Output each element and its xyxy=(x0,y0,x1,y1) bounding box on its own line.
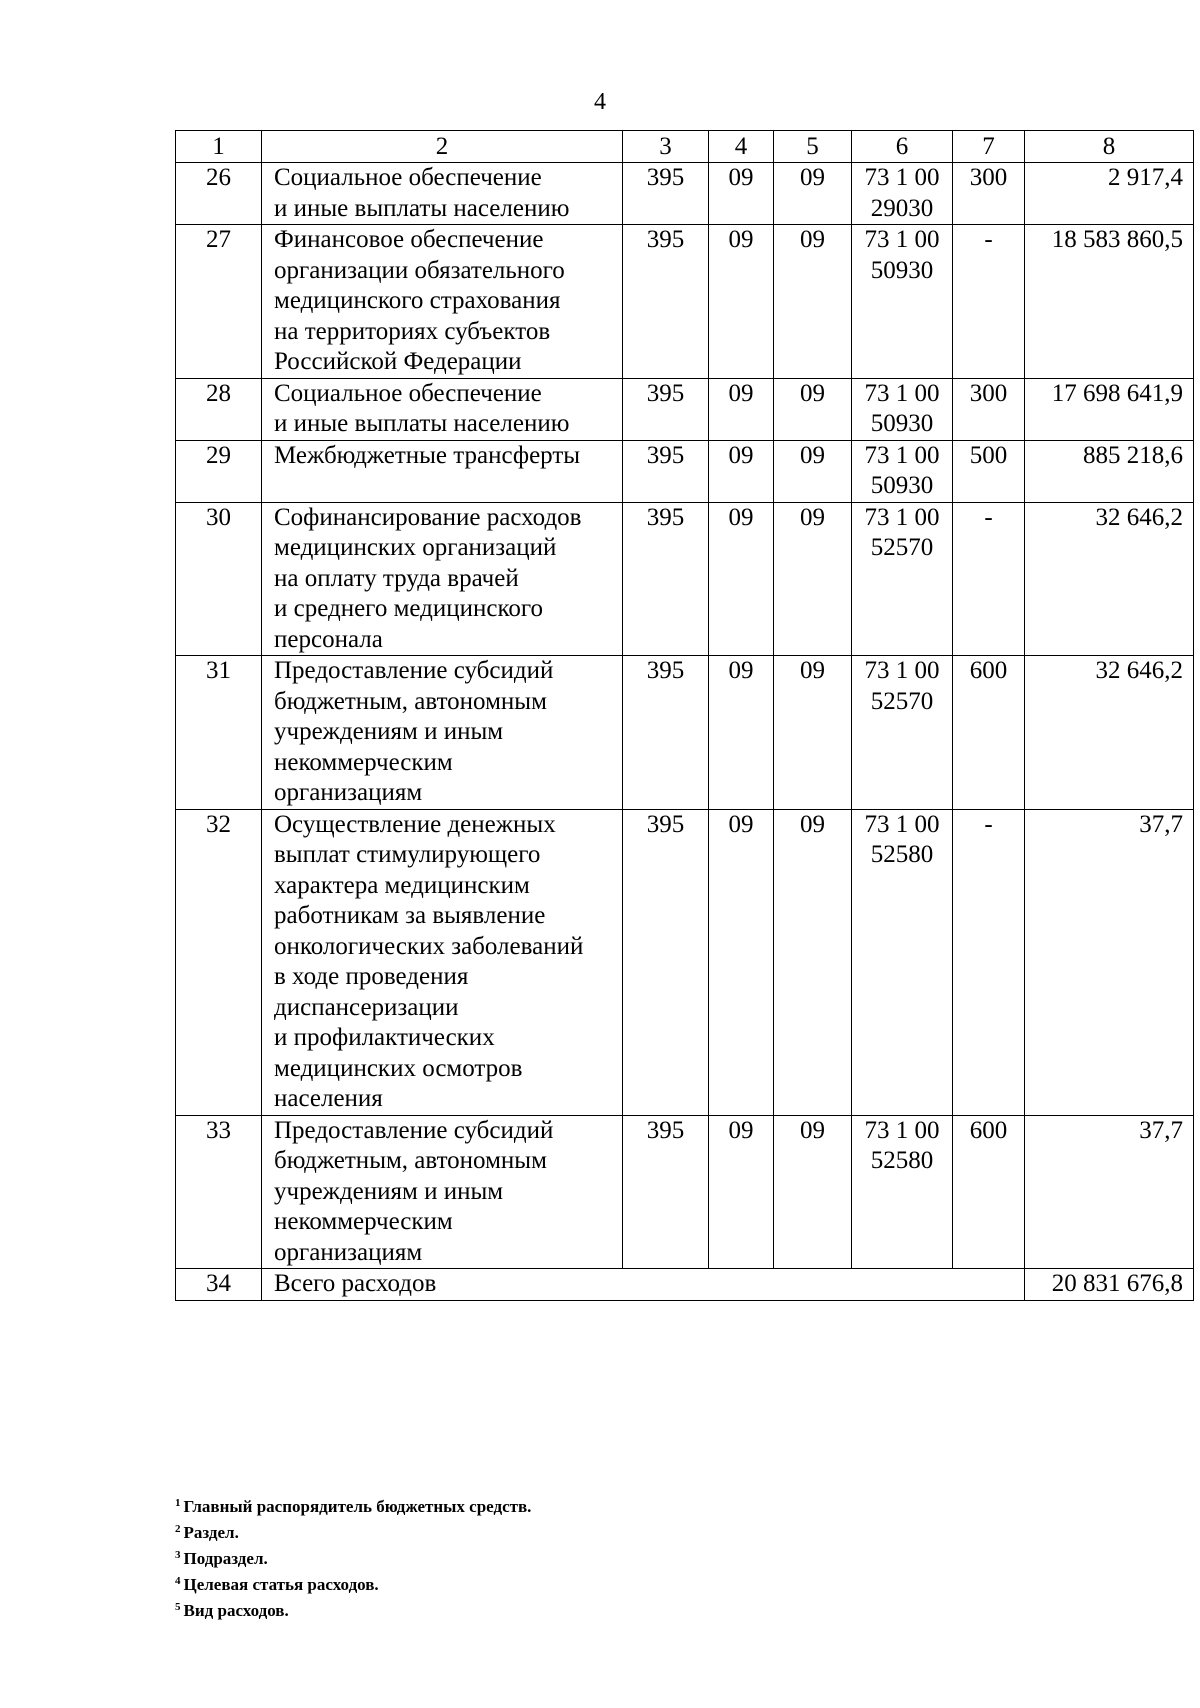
footnote xyxy=(175,1518,531,1544)
table-row xyxy=(176,656,1194,810)
budget-holder-code: 395 xyxy=(623,809,709,1115)
row-number: 31 xyxy=(176,656,262,810)
expense-type-code: - xyxy=(953,502,1025,656)
header-row xyxy=(176,131,1194,163)
row-number: 30 xyxy=(176,502,262,656)
row-number: 27 xyxy=(176,225,262,379)
expense-type-code: 300 xyxy=(953,163,1025,225)
footnote-mark: 5 xyxy=(175,1601,181,1613)
amount: 17 698 641,9 xyxy=(1025,378,1194,440)
section-code: 09 xyxy=(709,656,774,810)
expense-name: Межбюджетные трансферты xyxy=(262,440,623,502)
subsection-code: 09 xyxy=(774,225,852,379)
target-article-code: 73 1 00 29030 xyxy=(852,163,953,225)
footnotes xyxy=(175,1492,531,1622)
expense-type-code: - xyxy=(953,809,1025,1115)
table-row xyxy=(176,225,1194,379)
footnote-text: Вид расходов. xyxy=(183,1601,289,1620)
amount: 37,7 xyxy=(1025,1115,1194,1269)
table-row xyxy=(176,163,1194,225)
target-article-code: 73 1 00 52570 xyxy=(852,502,953,656)
table-row xyxy=(176,502,1194,656)
expense-type-code: 600 xyxy=(953,1115,1025,1269)
footnote-mark: 1 xyxy=(175,1497,181,1509)
column-header: 5 xyxy=(774,131,852,163)
target-article-code: 73 1 00 52580 xyxy=(852,1115,953,1269)
total-amount: 20 831 676,8 xyxy=(1025,1269,1194,1301)
table-row xyxy=(176,809,1194,1115)
section-code: 09 xyxy=(709,1115,774,1269)
expense-name: Социальное обеспечение и иные выплаты населению xyxy=(262,378,623,440)
footnote-text: Подраздел. xyxy=(183,1549,268,1568)
budget-table xyxy=(175,130,1194,1301)
row-number: 32 xyxy=(176,809,262,1115)
footnote-text: Главный распорядитель бюджетных средств. xyxy=(183,1497,532,1516)
amount: 18 583 860,5 xyxy=(1025,225,1194,379)
amount: 37,7 xyxy=(1025,809,1194,1115)
budget-holder-code: 395 xyxy=(623,656,709,810)
column-header: 7 xyxy=(953,131,1025,163)
total-label: Всего расходов xyxy=(262,1269,1025,1301)
expense-type-code: 300 xyxy=(953,378,1025,440)
column-header: 6 xyxy=(852,131,953,163)
budget-holder-code: 395 xyxy=(623,1115,709,1269)
budget-holder-code: 395 xyxy=(623,225,709,379)
row-number: 28 xyxy=(176,378,262,440)
amount: 885 218,6 xyxy=(1025,440,1194,502)
column-header: 8 xyxy=(1025,131,1194,163)
target-article-code: 73 1 00 52570 xyxy=(852,656,953,810)
expense-name: Предоставление субсидий бюджетным, автономным учреждениям и иным некоммерческим организациям xyxy=(262,656,623,810)
footnote xyxy=(175,1492,531,1518)
total-row-number: 34 xyxy=(176,1269,262,1301)
row-number: 26 xyxy=(176,163,262,225)
expense-name: Софинансирование расходов медицинских организаций на оплату труда врачей и среднего медицинского персонала xyxy=(262,502,623,656)
section-code: 09 xyxy=(709,440,774,502)
amount: 32 646,2 xyxy=(1025,502,1194,656)
subsection-code: 09 xyxy=(774,440,852,502)
expense-name: Социальное обеспечение и иные выплаты населению xyxy=(262,163,623,225)
table-row xyxy=(176,440,1194,502)
column-header: 2 xyxy=(262,131,623,163)
target-article-code: 73 1 00 52580 xyxy=(852,809,953,1115)
subsection-code: 09 xyxy=(774,1115,852,1269)
column-header: 4 xyxy=(709,131,774,163)
budget-holder-code: 395 xyxy=(623,440,709,502)
target-article-code: 73 1 00 50930 xyxy=(852,378,953,440)
footnote-text: Целевая статья расходов. xyxy=(183,1575,379,1594)
section-code: 09 xyxy=(709,163,774,225)
budget-holder-code: 395 xyxy=(623,502,709,656)
footnote-text: Раздел. xyxy=(183,1523,239,1542)
expense-type-code: - xyxy=(953,225,1025,379)
subsection-code: 09 xyxy=(774,378,852,440)
expense-type-code: 500 xyxy=(953,440,1025,502)
amount: 2 917,4 xyxy=(1025,163,1194,225)
expense-name: Финансовое обеспечение организации обязательного медицинского страхования на территориях субъектов Российской Федерации xyxy=(262,225,623,379)
footnote-mark: 4 xyxy=(175,1575,181,1587)
footnote-mark: 3 xyxy=(175,1549,181,1561)
footnote xyxy=(175,1544,531,1570)
section-code: 09 xyxy=(709,378,774,440)
total-row xyxy=(176,1269,1194,1301)
subsection-code: 09 xyxy=(774,502,852,656)
expense-type-code: 600 xyxy=(953,656,1025,810)
table-row xyxy=(176,1115,1194,1269)
row-number: 33 xyxy=(176,1115,262,1269)
budget-holder-code: 395 xyxy=(623,163,709,225)
row-number: 29 xyxy=(176,440,262,502)
footnote xyxy=(175,1596,531,1622)
subsection-code: 09 xyxy=(774,656,852,810)
section-code: 09 xyxy=(709,225,774,379)
table-row xyxy=(176,378,1194,440)
page-number: 4 xyxy=(594,89,606,115)
expense-name: Осуществление денежных выплат стимулирующего характера медицинским работникам за выявление онкологических заболеваний в ходе проведения диспансеризации и профилактических медицинских осмотров населения xyxy=(262,809,623,1115)
target-article-code: 73 1 00 50930 xyxy=(852,440,953,502)
subsection-code: 09 xyxy=(774,163,852,225)
expense-name: Предоставление субсидий бюджетным, автономным учреждениям и иным некоммерческим организациям xyxy=(262,1115,623,1269)
subsection-code: 09 xyxy=(774,809,852,1115)
column-header: 1 xyxy=(176,131,262,163)
column-header: 3 xyxy=(623,131,709,163)
section-code: 09 xyxy=(709,502,774,656)
amount: 32 646,2 xyxy=(1025,656,1194,810)
footnote-mark: 2 xyxy=(175,1523,181,1535)
budget-holder-code: 395 xyxy=(623,378,709,440)
section-code: 09 xyxy=(709,809,774,1115)
footnote xyxy=(175,1570,531,1596)
target-article-code: 73 1 00 50930 xyxy=(852,225,953,379)
